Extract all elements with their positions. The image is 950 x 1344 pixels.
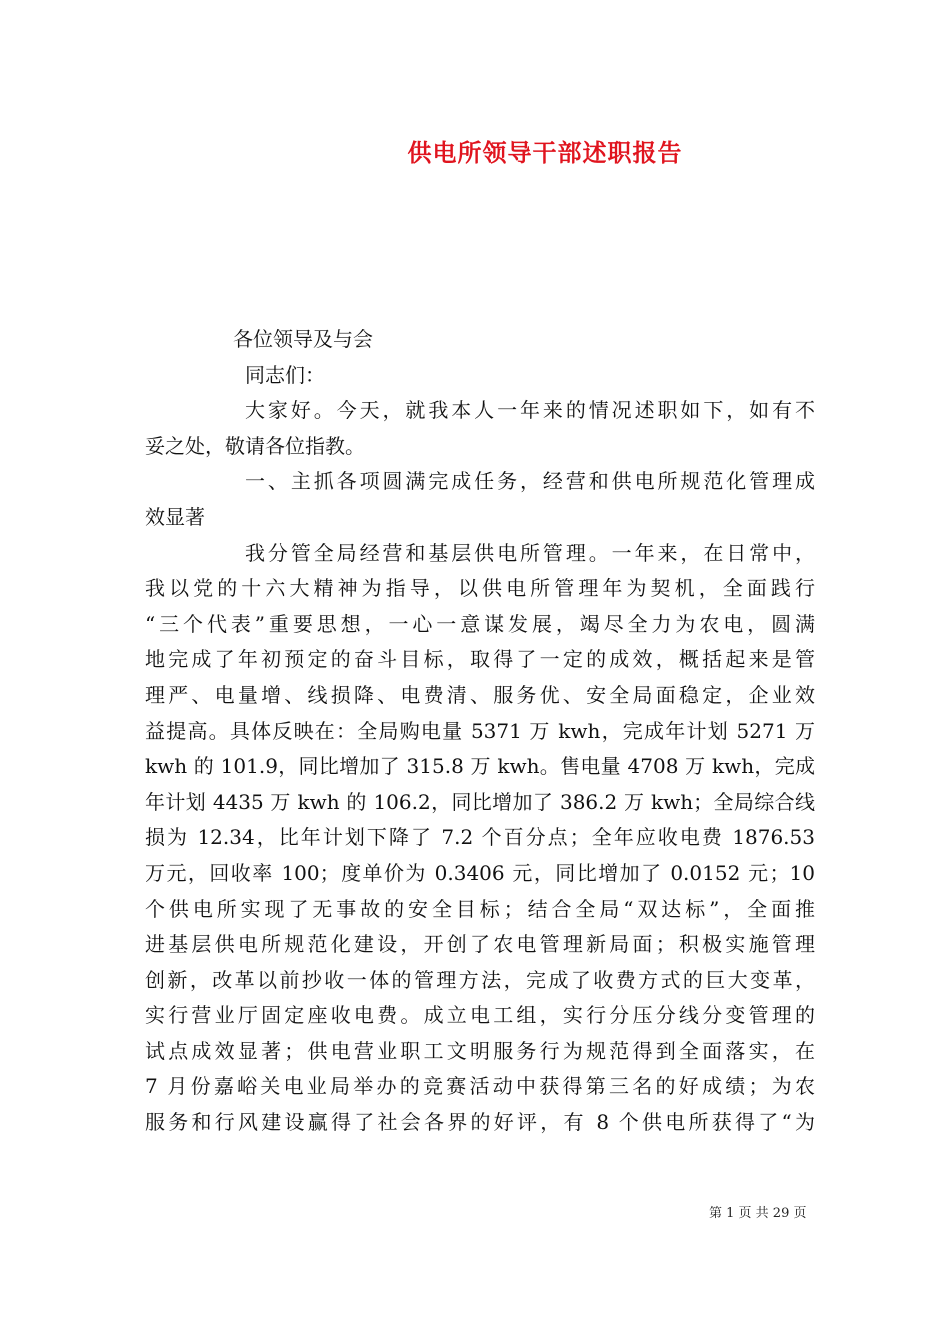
intro-line: 妥之处，敬请各位指教。 bbox=[145, 433, 365, 458]
paragraph-line: 个供电所实现了无事故的安全目标；结合全局“双达标”，全面推 bbox=[145, 896, 815, 921]
paragraph-line: 创新，改革以前抄收一体的管理方法，完成了收费方式的巨大变革， bbox=[145, 967, 815, 992]
document-title: 供电所领导干部述职报告 bbox=[407, 138, 683, 167]
paragraph-line: 我分管全局经营和基层供电所管理。一年来，在日常中， bbox=[245, 540, 815, 565]
paragraph-line: 万元，回收率 100；度单价为 0.3406 元，同比增加了 0.0152 元；10 bbox=[145, 860, 815, 885]
document-body bbox=[145, 322, 815, 1141]
paragraph-line: 服务和行风建设赢得了社会各界的好评，有 8 个供电所获得了“为 bbox=[145, 1110, 815, 1135]
paragraph-line: “三个代表”重要思想，一心一意谋发展，竭尽全力为农电，圆满 bbox=[145, 611, 815, 636]
page-indicator: 第 1 页 共 29 页 bbox=[709, 1206, 807, 1221]
paragraph-line: 年计划 4435 万 kwh 的 106.2，同比增加了 386.2 万 kwh；全局综合线 bbox=[145, 789, 815, 814]
paragraph-line: 地完成了年初预定的奋斗目标，取得了一定的成效，概括起来是管 bbox=[145, 647, 815, 672]
paragraph-line: 理严、电量增、线损降、电费清、服务优、安全局面稳定，企业效 bbox=[145, 682, 815, 707]
paragraph-line: 我以党的十六大精神为指导，以供电所管理年为契机，全面践行 bbox=[145, 576, 815, 601]
salutation-line: 各位领导及与会 bbox=[233, 327, 373, 351]
paragraph-line: 实行营业厅固定座收电费。成立电工组，实行分压分线分变管理的 bbox=[145, 1003, 815, 1028]
paragraph-line: 7 月份嘉峪关电业局举办的竞赛活动中获得第三名的好成绩；为农 bbox=[145, 1074, 815, 1099]
paragraph-line: kwh 的 101.9，同比增加了 315.8 万 kwh。售电量 4708 万 kwh，完成 bbox=[145, 754, 815, 779]
salutation-line: 同志们： bbox=[245, 362, 325, 387]
section-heading-line: 一、主抓各项圆满完成任务，经营和供电所规范化管理成 bbox=[245, 469, 815, 494]
intro-line: 大家好。今天，就我本人一年来的情况述职如下，如有不 bbox=[245, 398, 815, 423]
section-heading-line: 效显著 bbox=[145, 504, 205, 529]
paragraph-line: 益提高。具体反映在：全局购电量 5371 万 kwh，完成年计划 5271 万 bbox=[145, 718, 815, 743]
paragraph-line: 进基层供电所规范化建设，开创了农电管理新局面；积极实施管理 bbox=[145, 932, 815, 957]
paragraph-line: 试点成效显著；供电营业职工文明服务行为规范得到全面落实，在 bbox=[145, 1038, 815, 1063]
paragraph-line: 损为 12.34，比年计划下降了 7.2 个百分点；全年应收电费 1876.53 bbox=[145, 825, 815, 850]
